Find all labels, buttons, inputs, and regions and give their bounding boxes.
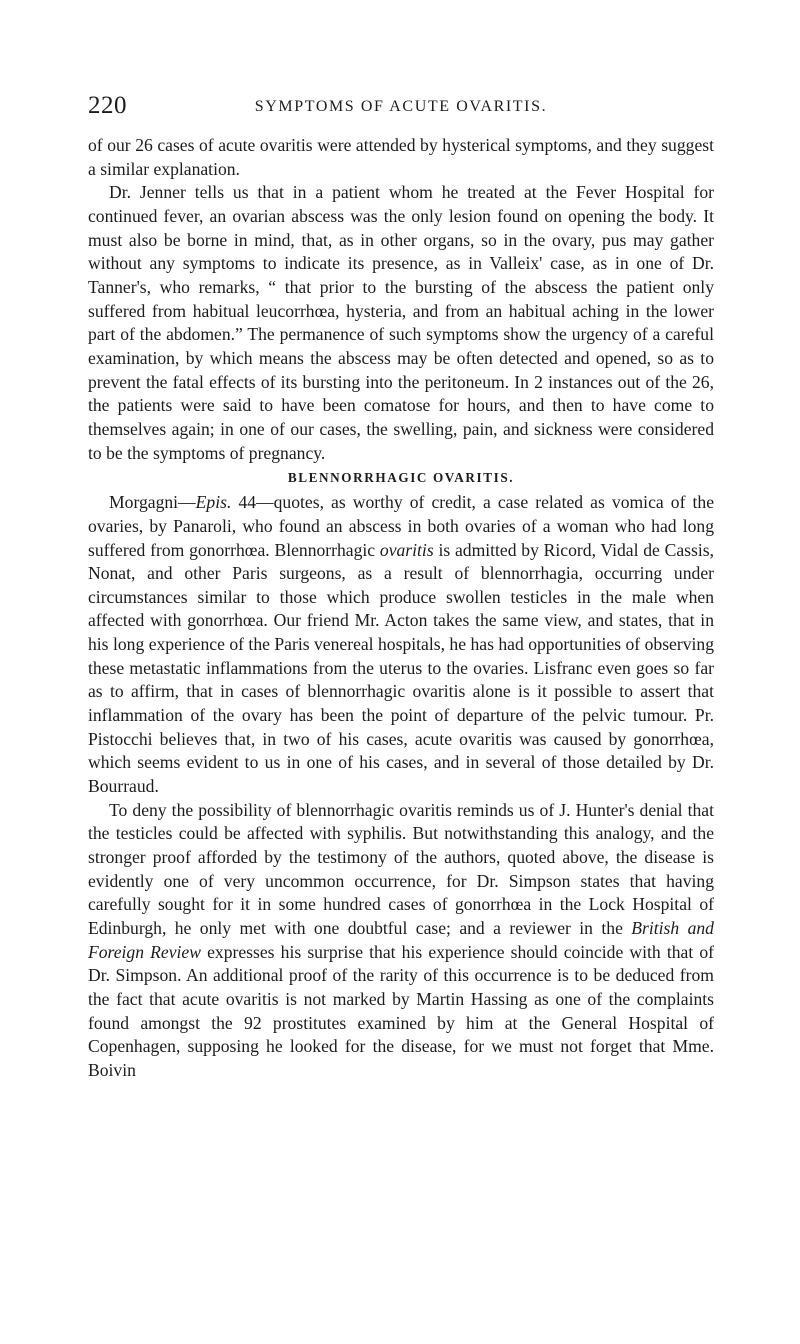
journal-title-italic: British and Foreign Review xyxy=(88,918,714,962)
page-header xyxy=(88,92,714,120)
page-number: 220 xyxy=(88,92,127,119)
reference-italic: Epis. xyxy=(195,492,232,513)
term-italic: ovaritis xyxy=(379,539,434,560)
page-body xyxy=(88,134,714,1083)
text-run: 44—quotes, as worthy of credit, a case related as vomica of the ovaries, by Panaroli, who found an abscess in both ovaries of a woman who had long suffered from gonorrhœa. Blennorrhagic xyxy=(88,492,714,560)
text-run: is admitted by Ricord, Vidal de Cassis, Nonat, and other Paris surgeons, as a result of blennorrhagia, occurring under circumstances similar to those which produce swollen testicles in the male when affected with gonorrhœa. Our friend Mr. Acton takes the same view, and states, that in his long experience of the Paris venereal hospitals, he has had opportunities of observing these metastatic inflammations from the uterus to the ovaries. Lisfranc even goes so far as to affirm, that in cases of blennorrhagic ovaritis alone is it possible to assert that inflammation of the ovary has been the point of departure of the pelvic tumour. Pr. Pistocchi believes that, in two of his cases, acute ovaritis was caused by gonorrhœa, which seems evident to us in one of his cases, and in several of those detailed by Dr. Bourraud. xyxy=(88,539,714,797)
running-title: SYMPTOMS OF ACUTE OVARITIS. xyxy=(254,98,548,115)
text-run: expresses his surprise that his experience should coincide with that of Dr. Simpson. An additional proof of the rarity of this occurrence is to be deduced from the fact that acute ovaritis is not marked by Martin Hassing as one of the complaints found amongst the 92 prostitutes examined by him at the General Hospital of Copenhagen, supposing he looked for the disease, for we must not forget that Mme. Boivin xyxy=(88,941,714,1080)
text-run: Morgagni— xyxy=(109,492,196,513)
paragraph-hunter xyxy=(88,799,714,1083)
text-run: To deny the possibility of blennorrhagic ovaritis reminds us of J. Hunter's denial that the testicles could be affected with syphilis. But notwithstanding this analogy, and the stronger proof afforded by the testimony of the authors, quoted above, the disease is evidently one of very uncommon occurrence, for Dr. Simpson states that having carefully sought for it in some hundred cases of gonorrhœa in the Lock Hospital of Edinburgh, he only met with one doubtful case; and a reviewer in the xyxy=(88,799,714,938)
paragraph-continued: of our 26 cases of acute ovaritis were attended by hysterical symptoms, and they suggest a similar explanation. xyxy=(88,135,714,179)
paragraph-jenner: Dr. Jenner tells us that in a patient whom he treated at the Fever Hospital for continued fever, an ovarian abscess was the only lesion found on opening the body. It must also be borne in mind, that, as in other organs, so in the ovary, pus may gather without any symptoms to indicate its presence, as in Valleix' case, as in one of Dr. Tanner's, who remarks, “ that prior to the bursting of the abscess the patient only suffered from habitual leucorrhœa, hysteria, and from an habitual aching in the lower part of the abdomen.” The permanence of such symptoms show the urgency of a careful examination, by which means the abscess may be often detected and opened, so as to prevent the fatal effects of its bursting into the peritoneum. In 2 instances out of the 26, the patients were said to have been comatose for hours, and then to have come to themselves again; in one of our cases, the swelling, pain, and sickness were considered to be the symptoms of pregnancy. xyxy=(88,182,714,463)
section-heading: BLENNORRHAGIC OVARITIS. xyxy=(287,470,515,486)
paragraph-morgagni xyxy=(88,491,714,799)
